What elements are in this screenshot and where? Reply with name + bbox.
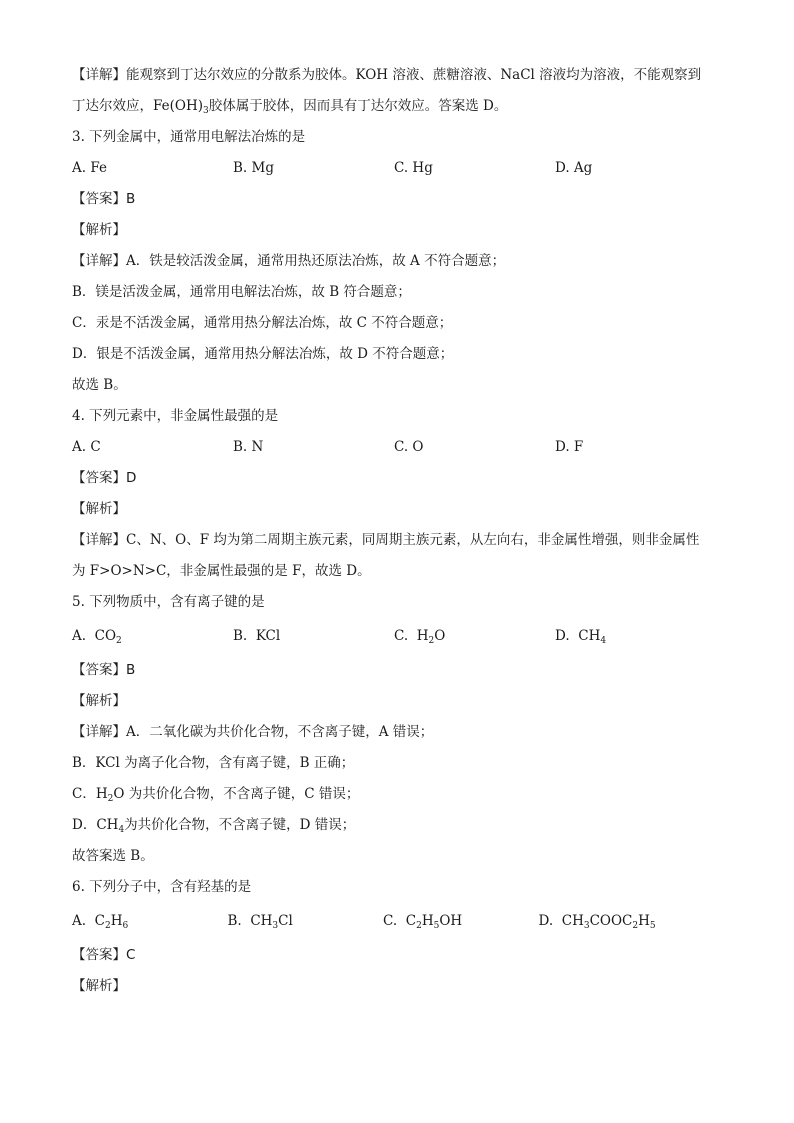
q2-detail-text-2b: 胶体属于胶体，因而具有丁达尔效应。答案选 D。	[208, 98, 508, 114]
formula-part: OH	[439, 913, 463, 929]
q4-option-b: B. N	[233, 439, 264, 455]
formula-part: Cl	[278, 913, 293, 929]
q5-option-c	[394, 618, 555, 655]
q5-detail-c	[72, 779, 722, 810]
q5-option-d	[555, 618, 716, 655]
q5-detail-b: B．KCl 为离子化合物，含有离子键，B 正确；	[72, 755, 355, 771]
q4-detail-text-1: C、N、O、F 均为第二周期主族元素，同周期主族元素，从左向右，非金属性增强，则非金属性	[126, 532, 700, 548]
subscript: 5	[649, 921, 656, 931]
subscript: 3	[272, 921, 279, 931]
q3-detail-c: C．汞是不活泼金属，通常用热分解法冶炼，故 C 不符合题意；	[72, 315, 453, 331]
subscript: 2	[104, 921, 111, 931]
formula-part: H	[110, 913, 123, 929]
q4-analysis-heading: 【解析】	[72, 501, 126, 517]
q3-detail-b: B．镁是活泼金属，通常用电解法冶炼，故 B 符合题意；	[72, 284, 411, 300]
q4-option-c: C. O	[394, 439, 424, 455]
q6-option-b	[228, 903, 384, 940]
formula-part: CH	[561, 913, 584, 929]
q3-option-b: B. Mg	[233, 160, 274, 176]
q3-option-a: A. Fe	[72, 160, 107, 176]
option-letter: C.	[383, 913, 398, 929]
formula-part: O	[434, 628, 446, 644]
document-page	[72, 60, 722, 1002]
formula-part: KCl	[255, 628, 281, 644]
option-letter: B.	[233, 628, 248, 644]
q2-detail-line-1	[72, 60, 722, 91]
q6-option-a	[72, 903, 228, 940]
detail-tag: 【详解】	[72, 253, 126, 269]
q3-detail-a	[72, 246, 722, 277]
q5-stem: 5. 下列物质中，含有离子键的是	[72, 594, 265, 610]
q5-detail-d-text-1: D．CH	[72, 817, 119, 833]
subscript: 2	[416, 921, 422, 931]
q3-conclusion: 故选 B。	[72, 377, 127, 393]
q3-detail-d: D．银是不活泼金属，通常用热分解法冶炼，故 D 不符合题意；	[72, 346, 454, 362]
q2-detail-line-2	[72, 91, 722, 122]
q6-stem: 6. 下列分子中，含有羟基的是	[72, 879, 252, 895]
q4-option-d: D. F	[555, 439, 584, 455]
formula-part: COOC	[589, 913, 633, 929]
formula-part: H	[416, 628, 429, 644]
option-letter: A.	[72, 628, 87, 644]
q4-options	[72, 432, 722, 463]
q4-option-a: A. C	[72, 439, 101, 455]
q2-detail-text-1: 能观察到丁达尔效应的分散系为胶体。KOH 溶液、蔗糖溶液、NaCl 溶液均为溶液，不能观察到	[126, 67, 702, 83]
formula-part: CH	[578, 628, 601, 644]
option-letter: C.	[394, 628, 409, 644]
q5-detail-d-text-2: 为共价化合物，不含离子键，D 错误；	[124, 817, 356, 833]
q4-detail-line-1	[72, 525, 722, 556]
q5-detail-d	[72, 810, 722, 841]
q5-detail-a	[72, 717, 722, 748]
q6-option-d	[539, 903, 723, 940]
q4-detail-line-2: 为 F>O>N>C，非金属性最强的是 F，故选 D。	[72, 563, 371, 579]
detail-tag: 【详解】	[72, 532, 126, 548]
q5-option-b	[233, 618, 394, 655]
q5-detail-a-text: A．二氧化碳为共价化合物，不含离子键，A 错误；	[126, 724, 434, 740]
q3-options	[72, 153, 722, 184]
option-letter: D.	[538, 913, 554, 929]
subscript: 3	[583, 921, 590, 931]
q5-detail-c-text-1: C．H	[72, 786, 108, 802]
option-letter: A.	[72, 913, 87, 929]
q5-detail-c-text-2: O 为共价化合物，不含离子键，C 错误；	[113, 786, 360, 802]
q2-detail-text-2a: 丁达尔效应，Fe(OH)	[72, 98, 203, 114]
subscript: 6	[122, 921, 129, 931]
subscript: 3	[203, 106, 209, 116]
q5-conclusion: 故答案选 B。	[72, 848, 154, 864]
q3-stem: 3. 下列金属中，通常用电解法冶炼的是	[72, 129, 306, 145]
q6-option-c	[383, 903, 539, 940]
detail-tag: 【详解】	[72, 724, 126, 740]
q4-stem: 4. 下列元素中，非金属性最强的是	[72, 408, 279, 424]
subscript: 2	[107, 794, 114, 804]
q3-analysis-heading: 【解析】	[72, 222, 126, 238]
option-letter: B.	[227, 913, 242, 929]
subscript: 4	[600, 636, 607, 646]
q6-options	[72, 903, 722, 940]
q4-answer: 【答案】D	[72, 470, 137, 486]
subscript: 2	[116, 636, 122, 646]
subscript: 5	[433, 921, 440, 931]
q3-detail-a-text: A．铁是较活泼金属，通常用热还原法冶炼，故 A 不符合题意；	[126, 253, 506, 269]
formula-part: CO	[94, 628, 117, 644]
subscript: 2	[428, 636, 435, 646]
subscript: 4	[118, 825, 125, 835]
formula-part: C	[405, 913, 417, 929]
subscript: 2	[632, 921, 639, 931]
formula-part: H	[421, 913, 434, 929]
option-letter: D.	[555, 628, 570, 644]
q3-option-c: C. Hg	[394, 160, 433, 176]
formula-part: C	[94, 913, 105, 929]
q6-answer: 【答案】C	[72, 947, 136, 963]
formula-part: H	[638, 913, 650, 929]
q5-analysis-heading: 【解析】	[72, 693, 126, 709]
q3-option-d: D. Ag	[555, 160, 593, 176]
formula-part: CH	[250, 913, 273, 929]
q5-options	[72, 618, 722, 655]
q6-analysis-heading: 【解析】	[72, 978, 126, 994]
detail-tag: 【详解】	[72, 67, 126, 83]
q5-option-a	[72, 618, 233, 655]
q5-answer: 【答案】B	[72, 662, 136, 678]
q3-answer: 【答案】B	[72, 191, 136, 207]
